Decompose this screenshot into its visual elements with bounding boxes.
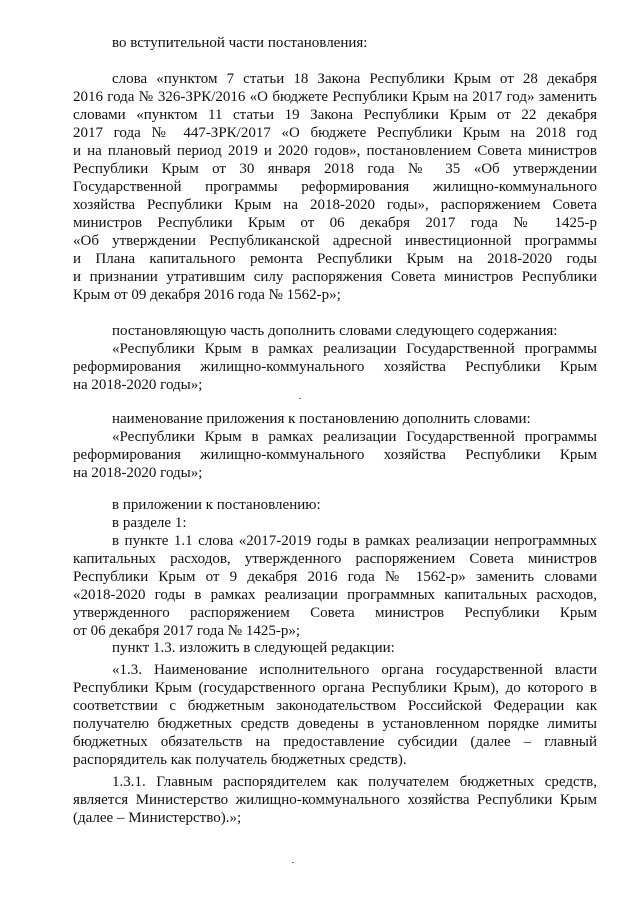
paragraph-line: от 06 декабря 2017 года № 1425-р»; bbox=[73, 623, 301, 639]
paragraph-line: наименование приложения к постановлению дополнить словами: bbox=[112, 411, 531, 427]
paragraph-line: утвержденного распоряжением Совета министров Республики Крым bbox=[73, 605, 597, 621]
paragraph-line: хозяйства Республики Крым на 2018-2020 годы», распоряжением Совета bbox=[73, 197, 597, 213]
paragraph-line: пункт 1.3. изложить в следующей редакции: bbox=[112, 640, 395, 656]
paragraph-line: в пункте 1.1 слова «2017-2019 годы в рамках реализации непрограммных bbox=[112, 533, 597, 549]
paragraph-line: 2017 года № 447-ЗРК/2017 «О бюджете Республики Крым на 2018 год bbox=[73, 125, 597, 141]
paragraph-line: во вступительной части постановления: bbox=[112, 35, 368, 51]
paragraph-line: на 2018-2020 годы»; bbox=[73, 377, 203, 393]
paragraph-line: реформирования жилищно-коммунального хозяйства Республики Крым bbox=[73, 359, 597, 375]
paragraph-line: Крым от 09 декабря 2016 года № 1562-р»; bbox=[73, 287, 341, 303]
paragraph-line: (далее – Министерство).»; bbox=[73, 810, 242, 826]
paragraph-line: получателю бюджетных средств доведены в установленном порядке лимиты bbox=[73, 716, 597, 732]
paragraph-line: Республики Крым от 9 декабря 2016 года № 1562-р» заменить словами bbox=[73, 569, 597, 585]
paragraph-line: и признании утратившим силу распоряжения Совета министров Республики bbox=[73, 269, 597, 285]
paragraph-line: распорядитель как получатель бюджетных средств). bbox=[73, 752, 407, 768]
paragraph-line: постановляющую часть дополнить словами следующего содержания: bbox=[112, 323, 558, 339]
paragraph-line: слова «пунктом 7 статьи 18 Закона Республики Крым от 28 декабря bbox=[112, 71, 597, 87]
paragraph-line: словами «пунктом 11 статьи 19 Закона Республики Крым от 22 декабря bbox=[73, 107, 597, 123]
paragraph-line: министров Республики Крым от 06 декабря 2017 года № 1425-р bbox=[73, 215, 597, 231]
paragraph-line: Государственной программы реформирования жилищно-коммунального bbox=[73, 179, 597, 195]
paragraph-line: бюджетных обязательств на предоставление субсидии (далее – главный bbox=[73, 734, 597, 750]
paragraph-line: «1.3. Наименование исполнительного органа государственной власти bbox=[112, 662, 597, 678]
paragraph-line: Республики Крым от 30 января 2018 года № 35 «Об утверждении bbox=[73, 161, 597, 177]
paragraph-line: в приложении к постановлению: bbox=[112, 497, 321, 513]
paragraph-line: капитальных расходов, утвержденного распоряжением Совета министров bbox=[73, 551, 597, 567]
paragraph-line: Республики Крым (государственного органа Республики Крым), до которого в bbox=[73, 680, 597, 696]
paragraph-line: «Об утверждении Республиканской адресной инвестиционной программы bbox=[73, 233, 597, 249]
paragraph-line: 1.3.1. Главным распорядителем как получателем бюджетных средств, bbox=[112, 774, 597, 790]
paragraph-line: 2016 года № 326-ЗРК/2016 «О бюджете Республики Крым на 2017 год» заменить bbox=[73, 89, 597, 105]
paragraph-line: в разделе 1: bbox=[112, 515, 187, 531]
paragraph-line: и на плановый период 2019 и 2020 годов», постановлением Совета министров bbox=[73, 143, 597, 159]
paragraph-line: и Плана капитального ремонта Республики Крым на 2018-2020 годы bbox=[73, 251, 597, 267]
paragraph-line: реформирования жилищно-коммунального хозяйства Республики Крым bbox=[73, 447, 597, 463]
paragraph-line: «2018-2020 годы в рамках реализации программных капитальных расходов, bbox=[73, 587, 597, 603]
scan-speck bbox=[292, 862, 294, 863]
paragraph-line: является Министерство жилищно-коммунального хозяйства Республики Крым bbox=[73, 792, 597, 808]
paragraph-line: «Республики Крым в рамках реализации Государственной программы bbox=[112, 341, 597, 357]
paragraph-line: на 2018-2020 годы»; bbox=[73, 465, 203, 481]
paragraph-line: «Республики Крым в рамках реализации Государственной программы bbox=[112, 429, 597, 445]
scan-speck bbox=[299, 398, 301, 399]
paragraph-line: соответствии с бюджетным законодательством Российской Федерации как bbox=[73, 698, 597, 714]
